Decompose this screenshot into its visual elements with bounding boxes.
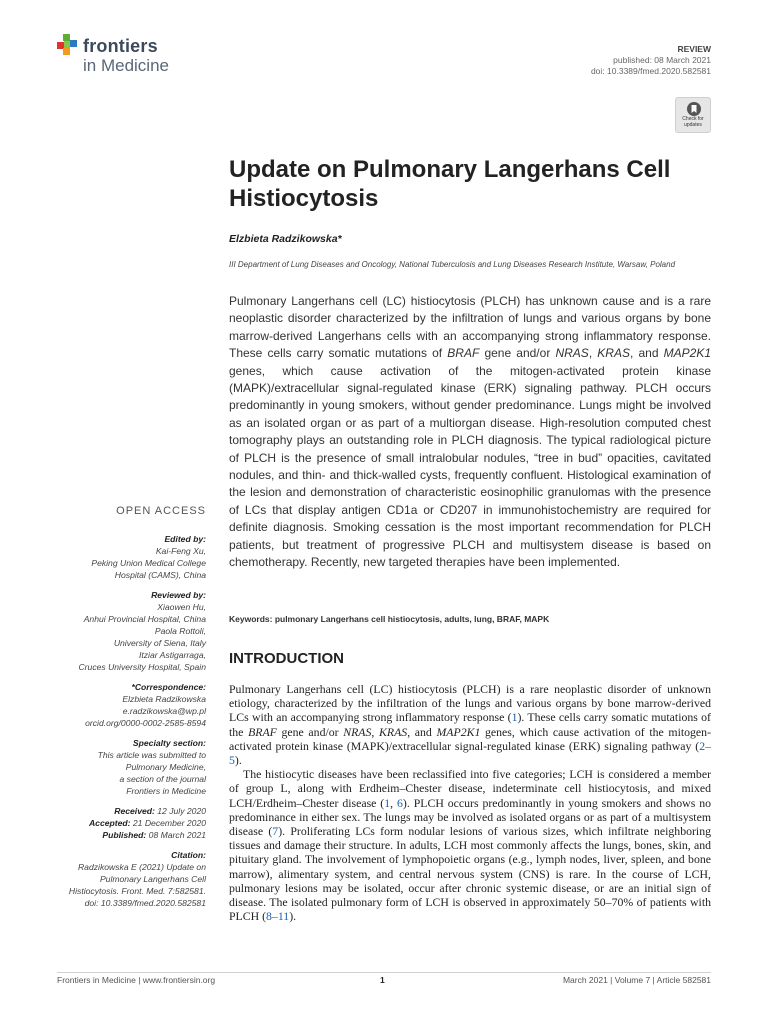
citation-line: doi: 10.3389/fmed.2020.582581	[84, 898, 206, 908]
published-label: Published:	[102, 830, 147, 840]
paragraph	[229, 767, 711, 923]
gene-name: MAP2K1	[436, 724, 481, 739]
specialty-line: a section of the journal	[119, 774, 206, 784]
paragraph	[229, 682, 711, 767]
citation-line: Radzikowska E (2021) Update on	[77, 862, 206, 872]
citation-link[interactable]: 8–11	[266, 909, 290, 924]
gene-name: BRAF	[248, 724, 277, 739]
article-type: REVIEW	[677, 44, 711, 54]
body-text: gene and/or	[276, 724, 344, 739]
body-text: ,	[390, 795, 397, 810]
gene-name: KRAS	[379, 724, 408, 739]
article-meta	[591, 44, 711, 77]
body-text: ,	[371, 724, 379, 739]
body-text: ). These cells carry somatic mutations of the	[229, 710, 711, 739]
citation-label: Citation:	[171, 850, 206, 860]
reviewer-line: Xiaowen Hu,	[157, 602, 206, 612]
body-text: ). PLCH occurs predominantly in young smokers and shows no predominance in either sex. The lungs may be involved as isolated organs or as part of a multisystem disease (	[229, 795, 711, 839]
abstract	[229, 293, 711, 572]
gene-name: NRAS	[555, 346, 589, 361]
affiliation: III Department of Lung Diseases and Oncology, National Tuberculosis and Lung Diseases Research Institute, Warsaw, Poland	[229, 260, 676, 269]
frontiers-logo-icon	[57, 34, 79, 58]
body-text: ).	[289, 909, 297, 924]
reviewer-line: Anhui Provincial Hospital, China	[83, 614, 206, 624]
editor-line: Peking Union Medical College	[91, 558, 206, 568]
introduction-body	[229, 682, 711, 923]
reviewed-by-label: Reviewed by:	[151, 590, 206, 600]
body-text: Pulmonary Langerhans cell (LC) histiocytosis (PLCH) is a rare neoplastic disorder of unknown etiology, characterized by the infiltration of the lungs and various organs by bone marrow-derived LCs with an accompanying strong inflammatory response (	[229, 682, 711, 725]
published-value: 08 March 2021	[148, 830, 206, 840]
abstract-text: genes, which cause activation of the mitogen-activated protein kinase (MAPK)/extracellular signal-regulated kinase (ERK) signaling pathway. PLCH occurs predominantly in young smokers, without gender predominance. Lungs might be involved as an isolated organ or as part of a multiorgan disease. High-resolution computed chest tomography plays an outstanding role in PLCH diagnosis. The typical radiological picture of PLCH is the presence of small intralobular nodules, “tree in bud” opacities, cavitated nodules, and thin- and thick-walled cysts, frequently confluent. Histological examination of the lesion and demonstration of characteristic eosinophilic granulomas with the presence of LCs that display antigen CD1a or CD207 in immunohistochemistry are required for definite diagnosis. Smoking cessation is the most important recommendation for PLCH patients, but treatment of progressive PLCH and multisystem disease is based on chemotherapy. Recently, new targeted therapies have been implemented.	[229, 363, 711, 570]
abstract-text: , and	[629, 346, 664, 361]
footer-divider	[57, 972, 711, 973]
article-title: Update on Pulmonary Langerhans Cell Histiocytosis	[229, 156, 671, 212]
footer-issue: March 2021 | Volume 7 | Article 582581	[562, 975, 711, 985]
article-info-sidebar	[50, 533, 206, 909]
published-date: published: 08 March 2021	[613, 55, 711, 65]
gene-name: KRAS	[597, 346, 630, 361]
body-text: ).	[234, 753, 242, 768]
abstract-text: Pulmonary Langerhans cell (LC) histiocytosis (PLCH) has unknown cause and is a rare neoplastic disorder characterized by the infiltration of lungs and various organs by bone marrow-derived Langerhans cells with an accompanying strong inflammatory response. These cells carry somatic mutations of	[229, 294, 711, 361]
body-text: The histiocytic diseases have been reclassified into five categories; LCH is considered a member of group L, along with Erdheim–Chester disease, indeterminate cell histiocytosis, and mixed LCH/Erdheim–Chester disease (	[229, 767, 711, 810]
footer-journal[interactable]: Frontiers in Medicine | www.frontiersin.org	[57, 975, 216, 985]
reviewer-line: Paola Rottoli,	[154, 626, 206, 636]
received-value: 12 July 2020	[157, 806, 206, 816]
gene-name: NRAS	[343, 724, 372, 739]
journal-logo	[57, 34, 197, 82]
brand-name: frontiers	[83, 36, 158, 56]
correspondence-name: Elzbieta Radzikowska	[122, 694, 206, 704]
body-text: , and	[407, 724, 437, 739]
abstract-text: gene and/or	[479, 346, 556, 361]
editor-line: Kai-Feng Xu,	[155, 546, 206, 556]
citation-link[interactable]: 1	[511, 710, 518, 725]
body-text: genes, which cause activation of the mitogen-activated protein kinase (MAPK)/extracellular signal-regulated kinase (ERK) signaling pathway (	[229, 724, 711, 753]
received-date	[50, 805, 206, 817]
editor-line: Hospital (CAMS), China	[114, 570, 206, 580]
specialty-line: Pulmonary Medicine,	[125, 762, 206, 772]
citation-link[interactable]: 1	[384, 795, 391, 810]
published-date-sidebar	[50, 829, 206, 841]
page-number: 1	[380, 975, 385, 985]
reviewer-line: Cruces University Hospital, Spain	[78, 662, 206, 672]
correspondence-email[interactable]: e.radzikowska@wp.pl	[122, 706, 206, 716]
check-label-line2: updates	[684, 121, 702, 128]
gene-name: MAP2K1	[663, 346, 711, 361]
check-label-line1: Check for	[682, 116, 704, 122]
reviewer-line: University of Siena, Italy	[113, 638, 206, 648]
correspondence-label: *Correspondence:	[131, 682, 206, 692]
citation-link[interactable]: 6	[397, 795, 403, 810]
edited-by-label: Edited by:	[164, 534, 206, 544]
body-text: ). Proliferating LCs form nodular lesions of various sizes, which infiltrate neighboring tissues and damage their structure. In adults, LCH most commonly affects the lungs, bones, skin, and pituitary gland. The involvement of lymphopoietic organs (e.g., lymph nodes, liver, spleen, and bone marrow), alimentary system, and central nervous system (CNS) is rare. In the course of LCH, pulmonary lesions may be isolated, occur after chronic systemic disease, or are an initial sign of disease. The isolated pulmonary form of LCH is observed in approximately 50–70% of patients with PLCH (	[229, 824, 711, 924]
doi[interactable]: doi: 10.3389/fmed.2020.582581	[590, 66, 711, 76]
abstract-text: ,	[588, 346, 598, 361]
received-label: Received:	[114, 806, 155, 816]
correspondence-orcid[interactable]: orcid.org/0000-0002-2585-8594	[85, 718, 206, 728]
section-heading-introduction: INTRODUCTION	[229, 650, 344, 667]
check-for-updates-button[interactable]	[675, 97, 711, 133]
keywords: Keywords: pulmonary Langerhans cell histiocytosis, adults, lung, BRAF, MAPK	[229, 614, 550, 624]
open-access-label: OPEN ACCESS	[116, 505, 206, 517]
accepted-date	[50, 817, 206, 829]
accepted-value: 21 December 2020	[132, 818, 206, 828]
accepted-label: Accepted:	[88, 818, 131, 828]
citation-link[interactable]: 2–5	[229, 738, 711, 768]
author[interactable]: Elzbieta Radzikowska*	[229, 233, 342, 245]
specialty-line: Frontiers in Medicine	[126, 786, 206, 796]
specialty-section-label: Specialty section:	[132, 738, 206, 748]
citation-line: Histiocytosis. Front. Med. 7:582581.	[68, 886, 206, 896]
citation-link[interactable]: 7	[272, 824, 279, 839]
specialty-line: This article was submitted to	[97, 750, 206, 760]
brand-subtitle: in Medicine	[83, 56, 169, 75]
reviewer-line: Itziar Astigarraga,	[138, 650, 206, 660]
bookmark-icon	[686, 101, 702, 117]
citation-line: Pulmonary Langerhans Cell	[99, 874, 206, 884]
gene-name: BRAF	[447, 346, 480, 361]
